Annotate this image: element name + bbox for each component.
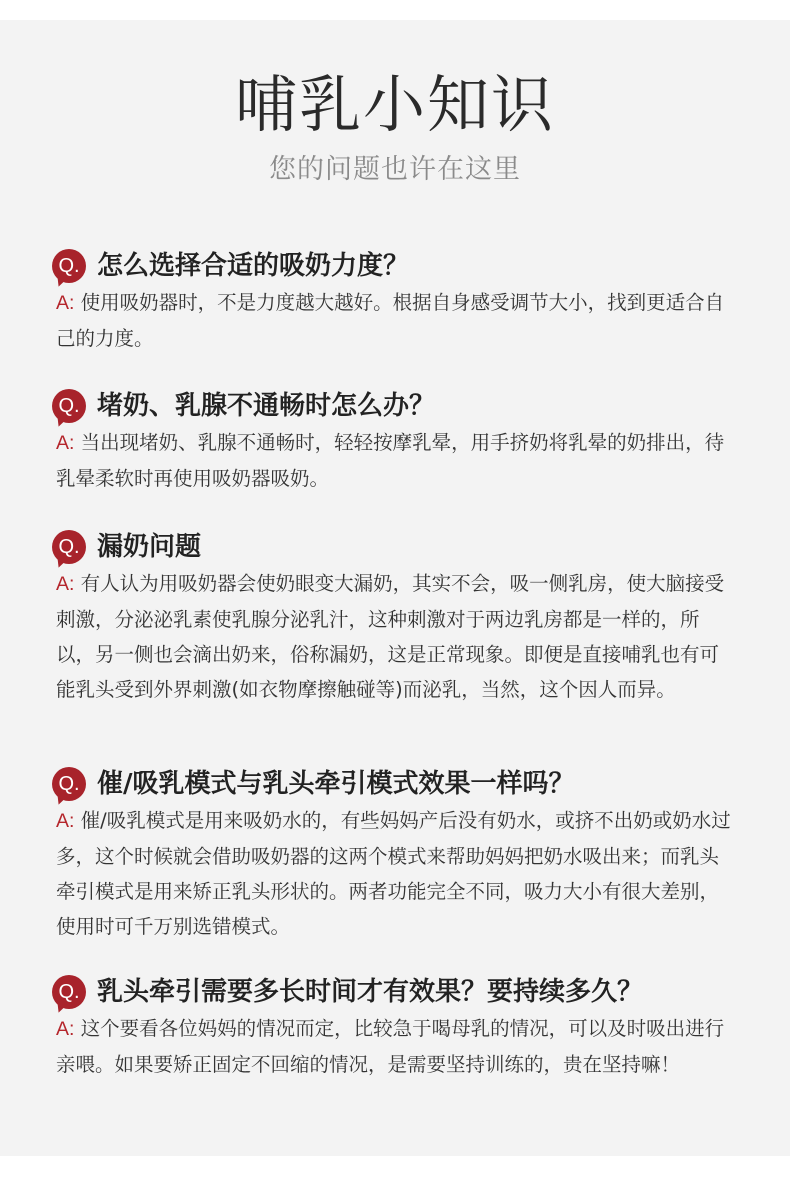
answer-text (56, 285, 736, 356)
answer-label: A: (56, 432, 75, 454)
question-text: 怎么选择合适的吸奶力度？ (97, 251, 410, 281)
question-row (0, 384, 790, 428)
q-bubble-icon: Q. (52, 389, 90, 427)
answer-text (56, 566, 736, 707)
question-row (0, 525, 790, 569)
q-bubble-icon: Q. (52, 530, 90, 568)
answer-body: 使用吸奶器时，不是力度越大越好。根据自身感受调节大小，找到更适合自己的力度。 (56, 291, 725, 350)
faq-item (0, 244, 790, 350)
faq-item (0, 762, 790, 938)
answer-label: A: (56, 810, 75, 832)
question-text: 催/吸乳模式与乳头牵引模式效果一样吗？ (97, 769, 575, 799)
question-text: 乳头牵引需要多长时间才有效果？要持续多久？ (97, 977, 644, 1007)
answer-body: 这个要看各位妈妈的情况而定，比较急于喝母乳的情况，可以及时吸出进行亲喂。如果要矫正固定不回缩的情况，是需要坚持训练的，贵在坚持嘛！ (56, 1017, 725, 1076)
answer-body: 有人认为用吸奶器会使奶眼变大漏奶，其实不会，吸一侧乳房，使大脑接受刺激，分泌泌乳素使乳腺分泌乳汁，这种刺激对于两边乳房都是一样的，所以，另一侧也会滴出奶来，俗称漏奶，这是正常现象。即便是直接哺乳也有可能乳头受到外界刺激(如衣物摩擦触碰等)而泌乳，当然，这个因人而异。 (56, 572, 725, 701)
answer-label: A: (56, 292, 75, 314)
question-text: 漏奶问题 (97, 532, 202, 562)
page-subtitle: 您的问题也许在这里 (269, 154, 521, 185)
page-title: 哺乳小知识 (234, 68, 555, 141)
answer-label: A: (56, 573, 75, 595)
question-row (0, 762, 790, 806)
answer-text (56, 803, 736, 944)
question-row (0, 970, 790, 1014)
answer-body: 当出现堵奶、乳腺不通畅时，轻轻按摩乳晕，用手挤奶将乳晕的奶排出，待乳晕柔软时再使用吸奶器吸奶。 (56, 431, 725, 490)
faq-item (0, 970, 790, 1076)
q-bubble-icon: Q. (52, 975, 90, 1013)
q-bubble-icon: Q. (52, 767, 90, 805)
question-row (0, 244, 790, 288)
answer-text (56, 1011, 736, 1082)
faq-item (0, 525, 790, 701)
answer-body: 催/吸乳模式是用来吸奶水的，有些妈妈产后没有奶水，或挤不出奶或奶水过多，这个时候就会借助吸奶器的这两个模式来帮助妈妈把奶水吸出来；而乳头牵引模式是用来矫正乳头形状的。两者功能完全不同，吸力大小有很大差别，使用时可千万别选错模式。 (56, 809, 731, 938)
q-bubble-icon: Q. (52, 249, 90, 287)
answer-text (56, 425, 736, 496)
faq-item (0, 384, 790, 490)
answer-label: A: (56, 1018, 75, 1040)
question-text: 堵奶、乳腺不通畅时怎么办？ (97, 391, 436, 421)
